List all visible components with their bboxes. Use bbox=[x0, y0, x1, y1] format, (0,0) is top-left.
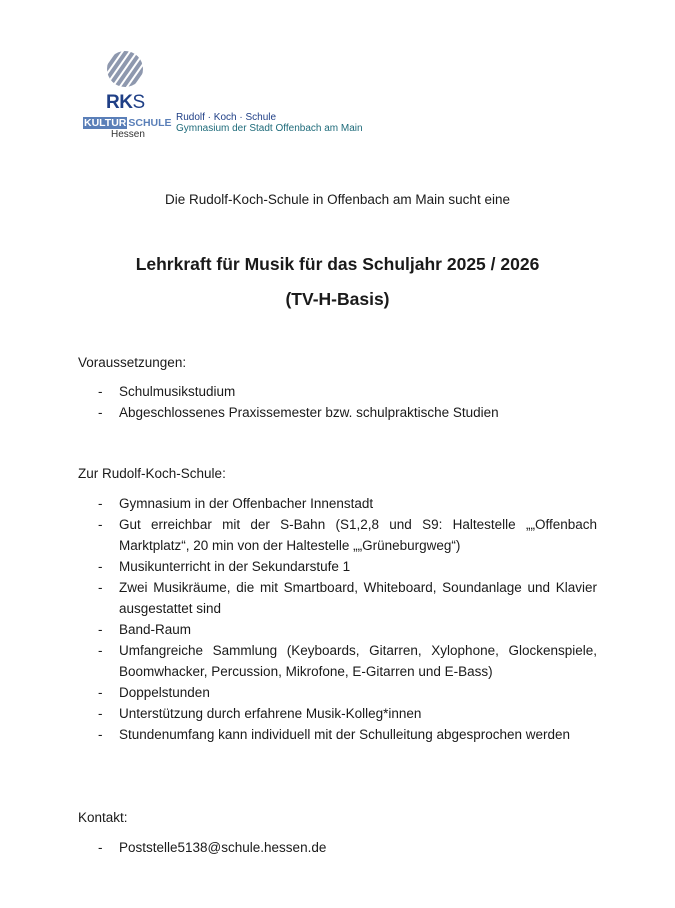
job-title: Lehrkraft für Musik für das Schuljahr 2025 / 2026 bbox=[135, 254, 540, 274]
list-item: - Umfangreiche Sammlung (Keyboards, Gitarren, Xylophone, Glockenspiele, Boomwhacker, Percussion, Mikrofone, E-Gitarren und E-Bass) bbox=[0, 640, 597, 682]
list-item: - Abgeschlossenes Praxissemester bzw. schulpraktische Studien bbox=[0, 402, 597, 423]
intro-text: Die Rudolf-Koch-Schule in Offenbach am Main sucht eine bbox=[165, 192, 510, 207]
logo-abbreviation: RKS bbox=[106, 92, 145, 113]
logo-region: Hessen bbox=[111, 129, 145, 140]
school-name: Rudolf · Koch · Schule bbox=[176, 112, 277, 123]
school-subtitle: Gymnasium der Stadt Offenbach am Main bbox=[176, 123, 363, 134]
list-item: - Stundenumfang kann individuell mit der Schulleitung abgesprochen werden bbox=[0, 724, 597, 745]
list-item: - Schulmusikstudium bbox=[0, 381, 597, 402]
list-item: - Zwei Musikräume, die mit Smartboard, Whiteboard, Soundanlage und Klavier ausgestattet sind bbox=[0, 577, 597, 619]
requirements-heading: Voraussetzungen: bbox=[78, 355, 187, 370]
list-item: - Gut erreichbar mit der S-Bahn (S1,2,8 und S9: Haltestelle „„Offenbach Marktplatz“, 20 min von der Haltestelle „„Grüneburgweg“) bbox=[0, 514, 597, 556]
list-item: - Band-Raum bbox=[0, 619, 597, 640]
list-item: - Doppelstunden bbox=[0, 682, 597, 703]
contact-email: - Poststelle5138@schule.hessen.de bbox=[0, 837, 597, 858]
list-item: - Gymnasium in der Offenbacher Innenstadt bbox=[0, 493, 597, 514]
school-logo-mark bbox=[106, 50, 144, 90]
list-item: - Unterstützung durch erfahrene Musik-Kolleg*innen bbox=[0, 703, 597, 724]
kulturschule-badge: KULTUR SCHULE bbox=[84, 117, 172, 129]
requirements-list bbox=[0, 381, 675, 423]
about-heading: Zur Rudolf-Koch-Schule: bbox=[78, 466, 226, 481]
list-item: - Musikunterricht in der Sekundarstufe 1 bbox=[0, 556, 597, 577]
about-list bbox=[0, 493, 675, 745]
job-subtitle: (TV-H-Basis) bbox=[285, 289, 390, 309]
contact-heading: Kontakt: bbox=[78, 810, 128, 825]
contact-list bbox=[0, 837, 675, 858]
